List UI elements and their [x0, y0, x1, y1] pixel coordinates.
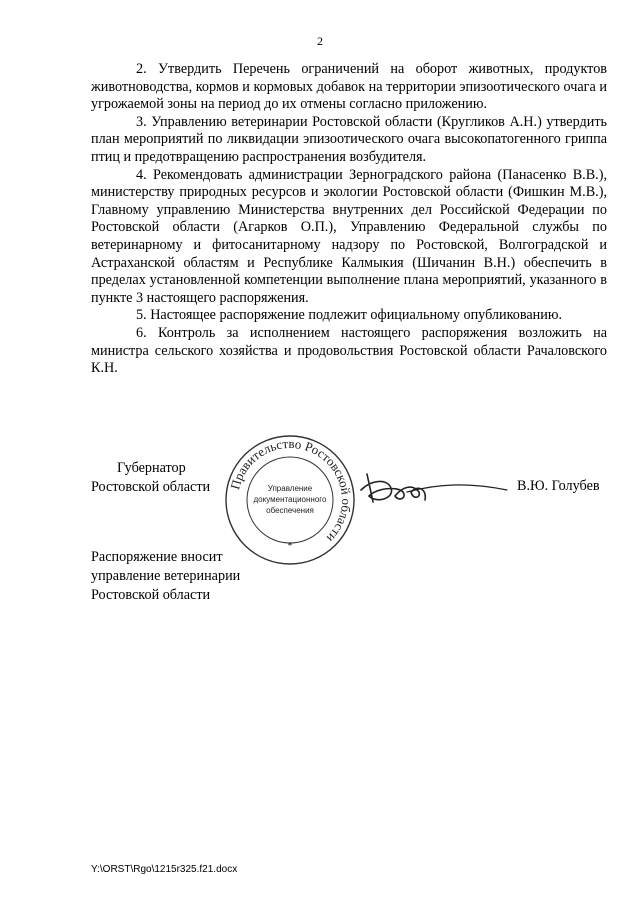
stamp-star-icon: *: [287, 541, 293, 552]
signatory-title-line2: Ростовской области: [91, 479, 211, 495]
submitted-by-block: [91, 548, 240, 605]
paragraph-3: 3. Управлению ветеринарии Ростовской области (Кругликов А.Н.) утвердить план мероприятий по ликвидации эпизоотического очага высокопатогенного гриппа птиц и предотвращению распространения возбудителя.: [91, 113, 607, 165]
signatory-title-line1: Губернатор: [117, 460, 186, 476]
stamp-inner-line3: обеспечения: [266, 506, 314, 515]
paragraph-2: 2. Утвердить Перечень ограничений на оборот животных, продуктов животноводства, кормов и кормовых добавок на территории эпизоотического очага и угрожаемой зоны на период до их отмены согласно приложению.: [91, 61, 607, 113]
file-path-footer: Y:\ORST\Rgo\1215r325.f21.docx: [91, 864, 238, 875]
submitted-by-line3: Ростовской области: [91, 587, 211, 603]
page-number: 2: [317, 34, 323, 48]
stamp-inner-line2: документационного: [253, 495, 327, 504]
submitted-by-line2: управление ветеринарии: [91, 568, 241, 584]
paragraph-5: 5. Настоящее распоряжение подлежит официальному опубликованию.: [136, 307, 563, 324]
stamp-inner-line1: Управление: [267, 484, 313, 493]
document-body: [91, 61, 607, 378]
stamp-outer-text: Правительство Ростовской области: [227, 435, 355, 546]
submitted-by-line1: Распоряжение вносит: [91, 549, 223, 565]
paragraph-4: 4. Рекомендовать администрации Зерноградского района (Панасенко В.В.), министерству природных ресурсов и экологии Ростовской области (Фишкин М.В.), Главному управлению Министерства внутренних дел Российской Федерации по Ростовской области (Агарков О.П.), Управлению Федеральной службы по ветеринарному и фитосанитарному надзору по Ростовской, Волгоградской и Астраханской областям и Республике Калмыкия (Шичанин В.Н.) обеспечить в пределах установленной компетенции выполнение плана мероприятий, указанного в пункте 3 настоящего распоряжения.: [91, 166, 607, 306]
official-stamp: [223, 433, 357, 567]
paragraph-6: 6. Контроль за исполнением настоящего распоряжения возложить на министра сельского хозяйства и продовольствия Ростовской области Рачаловского К.Н.: [91, 324, 607, 377]
handwritten-signature: [347, 462, 517, 512]
signatory-title: [91, 459, 210, 497]
signatory-name: В.Ю. Голубев: [517, 478, 600, 494]
